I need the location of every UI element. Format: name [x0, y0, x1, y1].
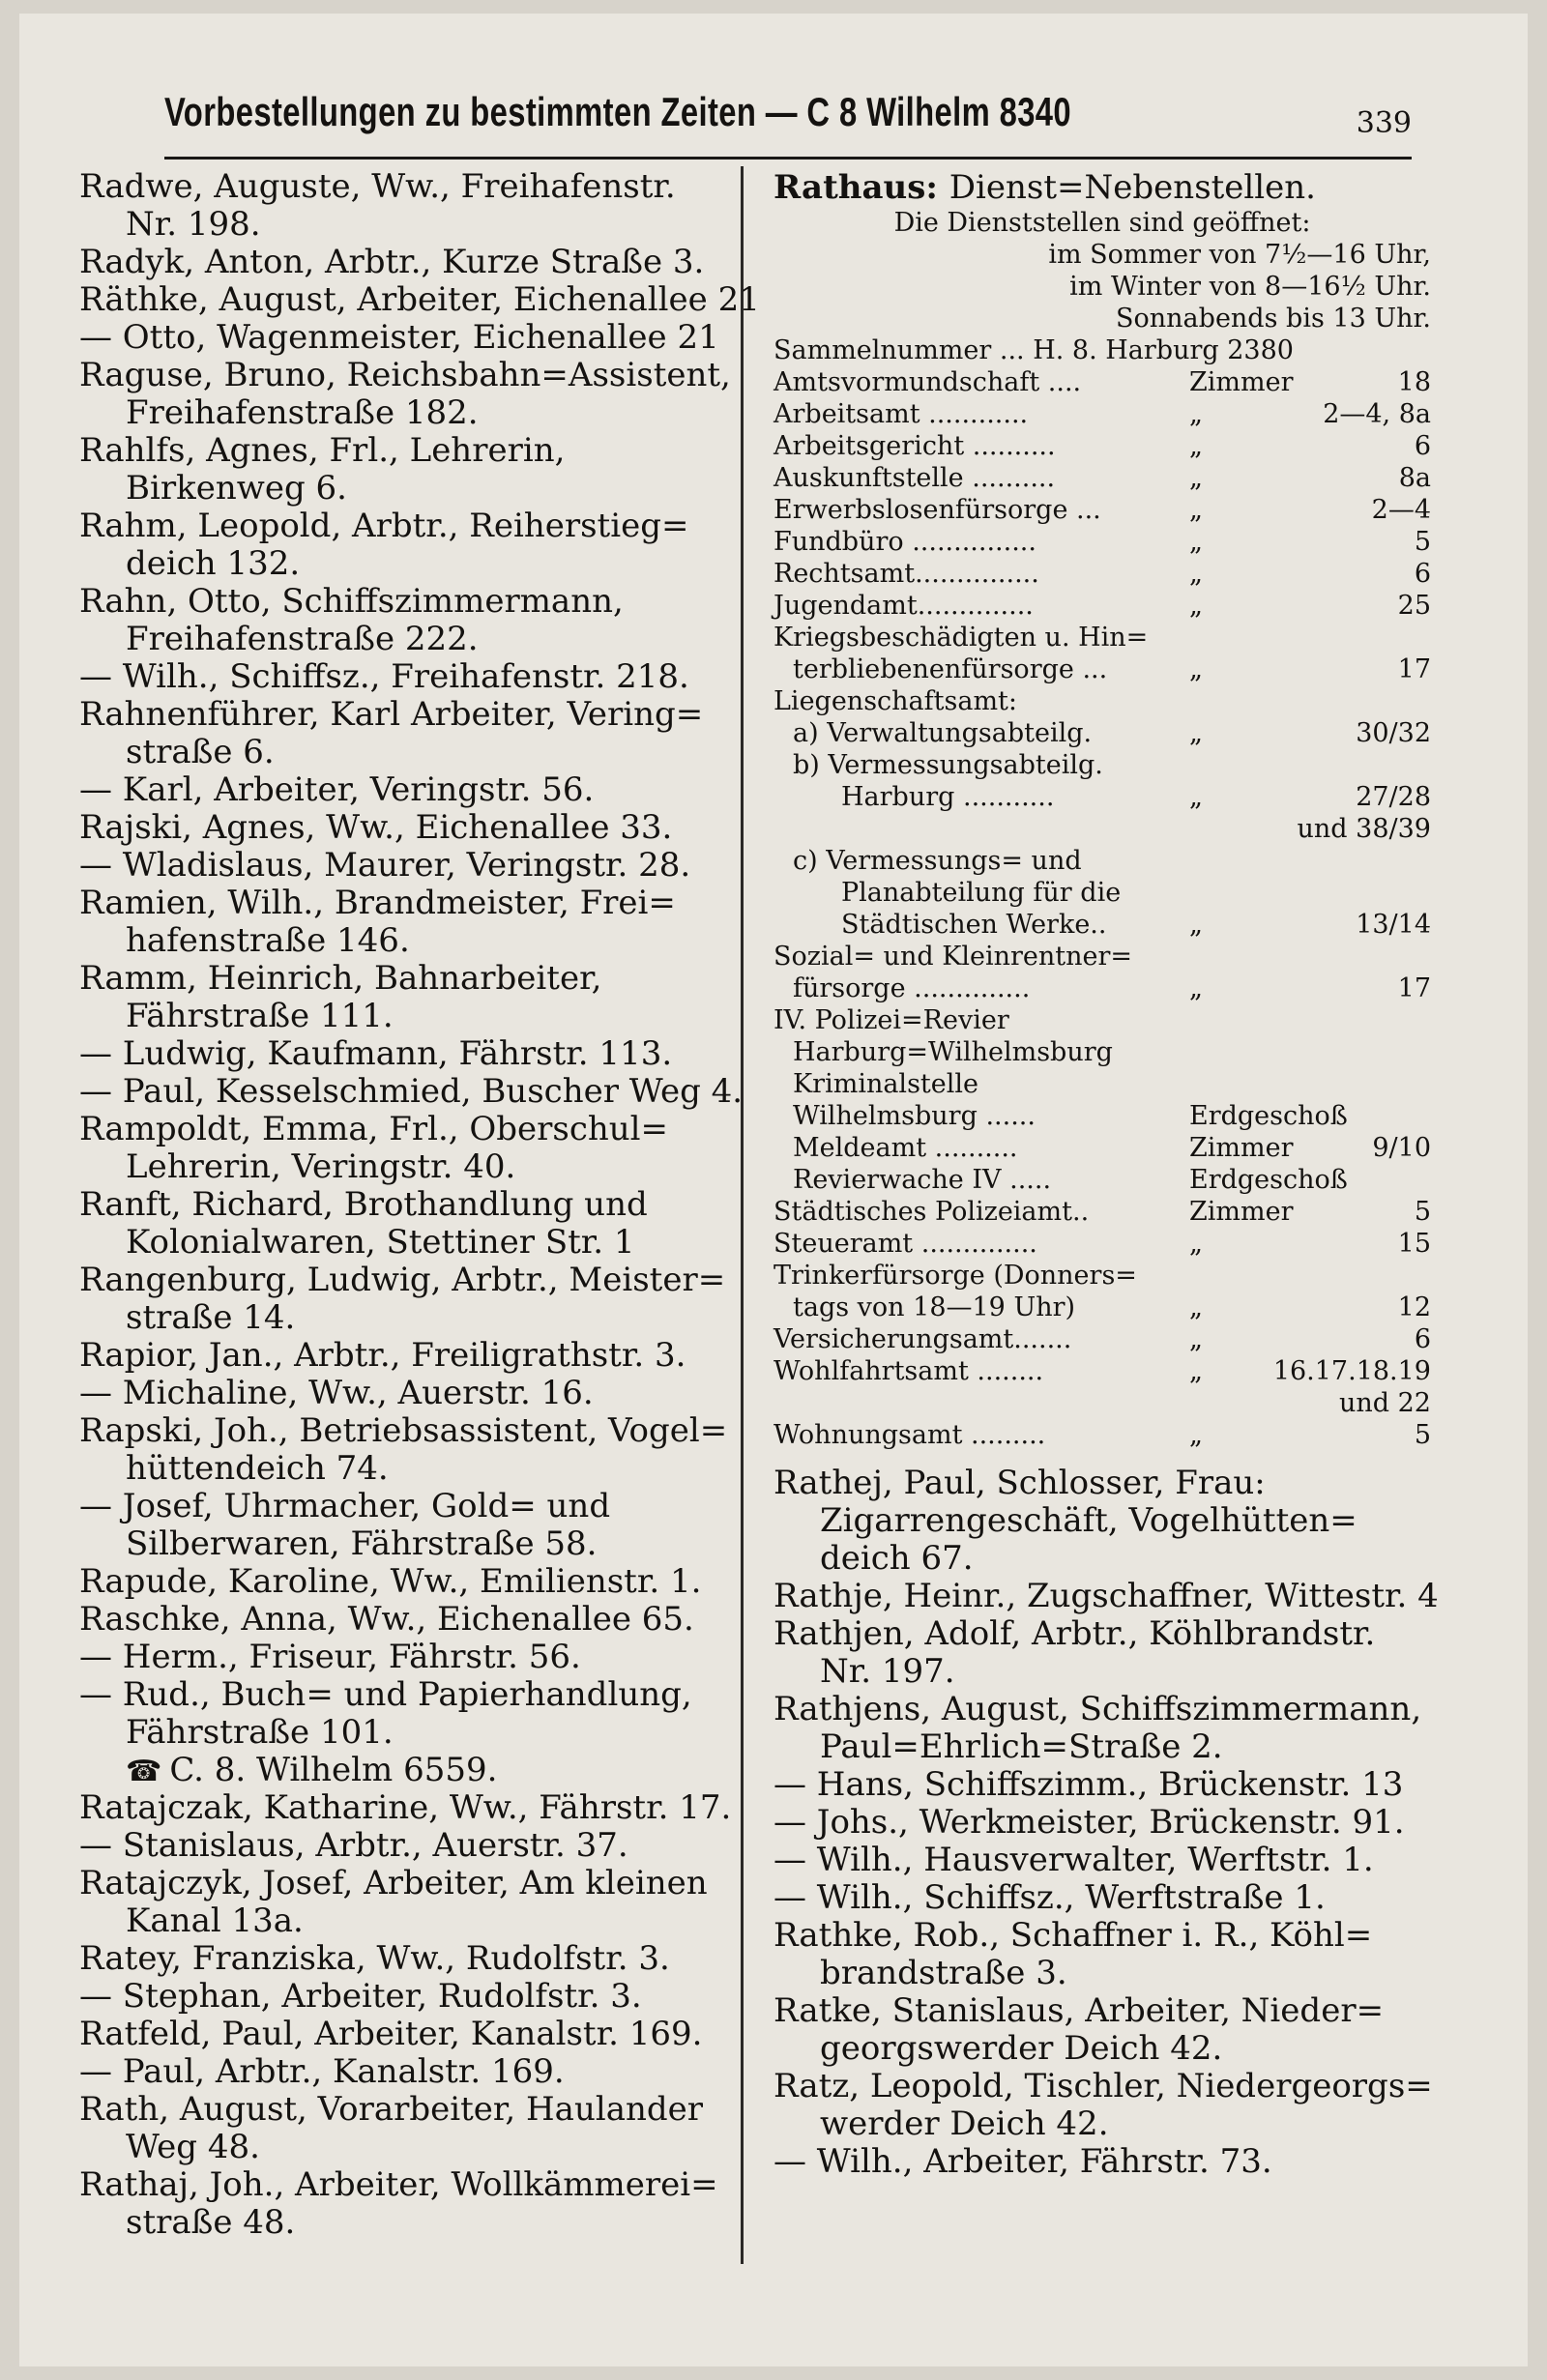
entry-line: Räthke, August, Arbeiter, Eichenallee 21 — [79, 280, 760, 319]
entry-line: — Stephan, Arbeiter, Rudolfstr. 3. — [79, 1977, 642, 2016]
directory-entry — [79, 432, 744, 508]
rathaus-office-row — [774, 1068, 1431, 1100]
entry-line: — Karl, Arbeiter, Veringstr. 56. — [79, 770, 595, 809]
directory-entry — [79, 2053, 744, 2091]
entry-line: — Wilh., Schiffsz., Freihafenstr. 218. — [79, 657, 689, 696]
rathaus-office-row — [774, 1387, 1431, 1419]
entry-line: Raschke, Anna, Ww., Eichenallee 65. — [79, 1600, 694, 1639]
office-location: „ — [1189, 1420, 1203, 1450]
office-room: 30/32 — [1356, 718, 1431, 748]
entry-line: Ranft, Richard, Brothandlung und — [79, 1185, 648, 1224]
rathaus-office-row — [774, 845, 1431, 877]
office-room: 6 — [1414, 559, 1431, 589]
office-room: 27/28 — [1356, 782, 1431, 812]
rathaus-office-row — [774, 813, 1431, 845]
left-column — [79, 167, 760, 2247]
rathaus-office-row — [774, 1004, 1431, 1036]
directory-entry — [79, 1940, 744, 1978]
entry-continuation: georgswerder Deich 42. — [820, 2029, 1223, 2068]
directory-entry — [79, 847, 744, 885]
directory-entry — [79, 1752, 744, 1789]
rathaus-office-row — [774, 1196, 1431, 1228]
office-label: Kriminalstelle — [793, 1069, 979, 1099]
directory-entry — [79, 1262, 744, 1337]
page-header — [164, 89, 1412, 160]
office-location: Erdgeschoß — [1189, 1165, 1348, 1195]
entry-continuation: hafenstraße 146. — [126, 921, 410, 960]
entry-line: Rangenburg, Ludwig, Arbtr., Meister= — [79, 1261, 726, 1299]
entry-line: Rathjen, Adolf, Arbtr., Köhlbrandstr. — [774, 1614, 1376, 1653]
entry-continuation: Weg 48. — [126, 2128, 260, 2166]
entry-line: — Johs., Werkmeister, Brückenstr. 91. — [774, 1803, 1405, 1842]
office-label: Arbeitsamt ............ — [774, 399, 1029, 429]
entry-line: — Rud., Buch= und Papierhandlung, — [79, 1675, 692, 1714]
rathaus-office-row — [774, 430, 1431, 462]
entry-line: Rathje, Heinr., Zugschaffner, Wittestr. 4 — [774, 1577, 1439, 1615]
rathaus-office-row — [774, 366, 1431, 398]
entry-continuation: deich 132. — [126, 544, 301, 583]
directory-entry — [79, 1639, 744, 1676]
directory-entry — [774, 1766, 1431, 1804]
office-room: 12 — [1397, 1292, 1431, 1322]
directory-entry — [79, 1111, 744, 1186]
directory-entry — [774, 1804, 1431, 1842]
entry-line: Rajski, Agnes, Ww., Eichenallee 33. — [79, 808, 673, 847]
rathaus-hours-intro: Die Dienststellen sind geöffnet: — [893, 208, 1311, 238]
rathaus-office-row — [774, 877, 1431, 909]
entry-line: Radyk, Anton, Arbtr., Kurze Straße 3. — [79, 243, 705, 281]
entry-line: Rathke, Rob., Schaffner i. R., Köhl= — [774, 1916, 1373, 1955]
entry-continuation: Fährstraße 101. — [126, 1713, 394, 1752]
rathaus-office-row — [774, 749, 1431, 781]
entry-line — [79, 1752, 744, 1789]
directory-entry — [79, 583, 744, 658]
phone-number: C. 8. Wilhelm 6559. — [169, 1751, 498, 1789]
rathaus-office-row — [774, 526, 1431, 558]
header-title: Vorbestellungen zu bestimmten Zeiten — C 8 Wilhelm 8340 — [164, 89, 1072, 134]
directory-entry — [79, 658, 744, 696]
rathaus-office-row — [774, 1292, 1431, 1323]
entry-line: Rampoldt, Emma, Frl., Oberschul= — [79, 1110, 669, 1148]
office-room: 5 — [1414, 1197, 1431, 1227]
office-label: c) Vermessungs= und — [793, 846, 1082, 876]
office-label: Kriegsbeschädigten u. Hin= — [774, 623, 1149, 653]
office-label: Versicherungsamt....... — [774, 1324, 1072, 1354]
entry-line: — Wladislaus, Maurer, Veringstr. 28. — [79, 846, 691, 885]
rathaus-hours-summer: im Sommer von 7½—16 Uhr, — [1048, 240, 1431, 270]
office-location: „ — [1189, 1292, 1203, 1322]
directory-entry — [79, 1186, 744, 1262]
office-label: Trinkerfürsorge (Donners= — [774, 1261, 1137, 1291]
office-room: 2—4 — [1371, 495, 1431, 525]
entry-continuation: brandstraße 3. — [820, 1954, 1067, 1992]
directory-entry — [79, 168, 744, 244]
office-location: „ — [1189, 527, 1203, 557]
entry-line: Ratajczak, Katharine, Ww., Fährstr. 17. — [79, 1788, 732, 1827]
office-label: IV. Polizei=Revier — [774, 1005, 1009, 1035]
directory-entry — [774, 2068, 1431, 2143]
rathaus-office-row — [774, 622, 1431, 653]
directory-entry — [774, 1465, 1431, 1578]
directory-entry — [79, 1601, 744, 1639]
office-room: 2—4, 8a — [1323, 399, 1431, 429]
entry-continuation: Fährstraße 111. — [126, 997, 394, 1035]
office-label: Planabteilung für die — [841, 878, 1122, 908]
office-room: 18 — [1397, 367, 1431, 397]
rathaus-office-row — [774, 653, 1431, 685]
directory-entry — [774, 1917, 1431, 1992]
entry-continuation: straße 48. — [126, 2203, 296, 2242]
directory-entry — [79, 2166, 744, 2242]
office-location: „ — [1189, 399, 1203, 429]
rathaus-office-row — [774, 1100, 1431, 1132]
office-location: „ — [1189, 591, 1203, 621]
rathaus-hours-saturday: Sonnabends bis 13 Uhr. — [1116, 304, 1431, 334]
office-room: 15 — [1397, 1229, 1431, 1259]
office-location: Zimmer — [1189, 1197, 1294, 1227]
entry-line: — Paul, Kesselschmied, Buscher Weg 4. — [79, 1072, 744, 1111]
entry-continuation: straße 6. — [126, 733, 275, 771]
office-label: a) Verwaltungsabteilg. — [793, 718, 1093, 748]
entry-continuation: Zigarrengeschäft, Vogelhütten= — [820, 1501, 1357, 1540]
office-room: 6 — [1414, 1324, 1431, 1354]
telephone-icon: ☎ — [126, 1755, 162, 1788]
office-label: Liegenschaftsamt: — [774, 686, 1018, 716]
directory-entry — [774, 1842, 1431, 1879]
entry-line: — Wilh., Schiffsz., Werftstraße 1. — [774, 1878, 1326, 1917]
directory-entry — [774, 2143, 1431, 2181]
entry-line: Ratke, Stanislaus, Arbeiter, Nieder= — [774, 1991, 1385, 2030]
entry-continuation: werder Deich 42. — [820, 2104, 1109, 2143]
entry-continuation: Paul=Ehrlich=Straße 2. — [820, 1727, 1223, 1766]
directory-entry — [79, 696, 744, 771]
entry-line: Ratz, Leopold, Tischler, Niedergeorgs= — [774, 2067, 1433, 2105]
rathaus-title-rest: Dienst=Nebenstellen. — [949, 168, 1316, 207]
directory-entry — [79, 960, 744, 1035]
rathaus-office-row — [774, 1228, 1431, 1260]
directory-entry — [79, 1676, 744, 1752]
directory-entry — [79, 885, 744, 960]
office-label: Städtischen Werke.. — [841, 910, 1107, 940]
directory-entry — [79, 809, 744, 847]
office-label: Arbeitsgericht .......... — [774, 431, 1056, 461]
rathaus-office-row — [774, 1260, 1431, 1292]
office-room: 5 — [1414, 527, 1431, 557]
entry-line: Raguse, Bruno, Reichsbahn=Assistent, — [79, 356, 731, 394]
office-room: 25 — [1397, 591, 1431, 621]
rathaus-office-row — [774, 717, 1431, 749]
rathaus-title-bold: Rathaus: — [774, 168, 938, 207]
office-label: Fundbüro ............... — [774, 527, 1036, 557]
directory-entry — [79, 1375, 744, 1412]
office-room: und 22 — [1338, 1388, 1431, 1418]
entry-continuation: deich 67. — [820, 1539, 974, 1578]
office-label: tags von 18—19 Uhr) — [793, 1292, 1076, 1322]
rathaus-sammelnummer: Sammelnummer ... H. 8. Harburg 2380 — [774, 335, 1294, 365]
office-room: 17 — [1397, 973, 1431, 1003]
office-label: Revierwache IV ..... — [793, 1165, 1052, 1195]
office-location: „ — [1189, 973, 1203, 1003]
directory-entry — [79, 244, 744, 281]
directory-entry — [79, 1827, 744, 1865]
entry-line: Rahlfs, Agnes, Frl., Lehrerin, — [79, 431, 566, 470]
entry-line: — Stanislaus, Arbtr., Auerstr. 37. — [79, 1826, 628, 1865]
entry-line: Rapude, Karoline, Ww., Emilienstr. 1. — [79, 1562, 702, 1601]
rathaus-office-row — [774, 781, 1431, 813]
rathaus-office-row — [774, 972, 1431, 1004]
rathaus-office-row — [774, 462, 1431, 494]
rathaus-office-list — [774, 366, 1431, 1451]
entry-continuation: Freihafenstraße 182. — [126, 393, 479, 432]
entry-line: — Otto, Wagenmeister, Eichenallee 21 — [79, 318, 719, 357]
office-label: Wohnungsamt ......... — [774, 1420, 1046, 1450]
office-room: 9/10 — [1372, 1133, 1431, 1163]
directory-entry — [79, 1035, 744, 1073]
entry-continuation: Freihafenstraße 222. — [126, 620, 479, 658]
rathaus-title — [774, 168, 1431, 207]
entry-continuation: Lehrerin, Veringstr. 40. — [126, 1147, 516, 1186]
directory-entry — [79, 1865, 744, 1940]
office-location: „ — [1189, 910, 1203, 940]
directory-entry — [79, 1789, 744, 1827]
rathaus-hours-winter: im Winter von 8—16½ Uhr. — [1069, 272, 1431, 302]
office-location: „ — [1189, 463, 1203, 493]
rathaus-office-row — [774, 398, 1431, 430]
directory-entry — [79, 1073, 744, 1111]
rathaus-office-row — [774, 909, 1431, 941]
directory-entry — [79, 1978, 744, 2016]
page-number: 339 — [1356, 106, 1412, 140]
entry-continuation: Nr. 198. — [126, 205, 261, 244]
directory-entry — [79, 319, 744, 357]
office-location: „ — [1189, 782, 1203, 812]
entry-line: Rapski, Joh., Betriebsassistent, Vogel= — [79, 1411, 728, 1450]
directory-entry — [79, 508, 744, 583]
office-label: Städtisches Polizeiamt.. — [774, 1197, 1090, 1227]
directory-entry — [79, 1337, 744, 1375]
office-label: Amtsvormundschaft .... — [774, 367, 1082, 397]
rathaus-office-row — [774, 1132, 1431, 1164]
entry-continuation: Nr. 197. — [820, 1652, 955, 1691]
entry-line: Ramm, Heinrich, Bahnarbeiter, — [79, 959, 602, 998]
directory-entry — [774, 1615, 1431, 1691]
office-location: „ — [1189, 718, 1203, 748]
office-label: Wilhelmsburg ...... — [793, 1101, 1036, 1131]
entry-line: Ratajczyk, Josef, Arbeiter, Am kleinen — [79, 1864, 708, 1902]
entry-continuation: Silberwaren, Fährstraße 58. — [126, 1524, 598, 1563]
entry-line: Rahnenführer, Karl Arbeiter, Vering= — [79, 695, 704, 734]
directory-entry — [79, 771, 744, 809]
rathaus-office-row — [774, 941, 1431, 972]
office-room: und 38/39 — [1297, 814, 1431, 844]
office-label: Sozial= und Kleinrentner= — [774, 942, 1133, 972]
directory-entry — [774, 1577, 1439, 1615]
office-location: „ — [1189, 654, 1203, 684]
entry-line: Rathej, Paul, Schlosser, Frau: — [774, 1464, 1266, 1502]
office-label: Meldeamt .......... — [793, 1133, 1018, 1163]
directory-entry — [774, 1992, 1431, 2068]
office-room: 16.17.18.19 — [1272, 1356, 1431, 1386]
directory-entry — [774, 1879, 1431, 1917]
entry-line: — Ludwig, Kaufmann, Fährstr. 113. — [79, 1034, 673, 1073]
office-room: 6 — [1414, 431, 1431, 461]
office-location: Zimmer — [1189, 1133, 1294, 1163]
office-location: „ — [1189, 559, 1203, 589]
directory-entry — [79, 1563, 744, 1601]
office-label: Harburg=Wilhelmsburg — [793, 1037, 1113, 1067]
office-label: Steueramt .............. — [774, 1229, 1037, 1259]
directory-entry — [79, 280, 760, 319]
entry-continuation: Birkenweg 6. — [126, 469, 347, 508]
office-label: Rechtsamt............... — [774, 559, 1039, 589]
office-location: „ — [1189, 431, 1203, 461]
directory-page — [19, 14, 1528, 2366]
office-label: fürsorge .............. — [793, 973, 1031, 1003]
entry-line: — Hans, Schiffszimm., Brückenstr. 13 — [774, 1765, 1404, 1804]
entry-line: Rapior, Jan., Arbtr., Freiligrathstr. 3. — [79, 1336, 686, 1375]
rathaus-office-row — [774, 590, 1431, 622]
office-room: 13/14 — [1356, 910, 1431, 940]
entry-line: — Paul, Arbtr., Kanalstr. 169. — [79, 2052, 565, 2091]
rathaus-office-row — [774, 1036, 1431, 1068]
office-label: Auskunftstelle .......... — [774, 463, 1056, 493]
office-room: 5 — [1414, 1420, 1431, 1450]
rathaus-office-row — [774, 494, 1431, 526]
office-label: Erwerbslosenfürsorge ... — [774, 495, 1101, 525]
office-label: terbliebenenfürsorge ... — [793, 654, 1108, 684]
office-location: „ — [1189, 495, 1203, 525]
entry-continuation: hüttendeich 74. — [126, 1449, 389, 1488]
office-label: Wohlfahrtsamt ........ — [774, 1356, 1044, 1386]
directory-entry — [79, 1412, 744, 1488]
office-label: Jugendamt.............. — [774, 591, 1034, 621]
entry-line: Rath, August, Vorarbeiter, Haulander — [79, 2090, 704, 2129]
entry-line: — Herm., Friseur, Fährstr. 56. — [79, 1638, 581, 1676]
directory-entry — [774, 1691, 1431, 1766]
office-location: Zimmer — [1189, 367, 1294, 397]
rathaus-office-row — [774, 1323, 1431, 1355]
rathaus-office-row — [774, 558, 1431, 590]
rathaus-office-row — [774, 685, 1431, 717]
entry-line: — Michaline, Ww., Auerstr. 16. — [79, 1374, 594, 1412]
rathaus-office-row — [774, 1164, 1431, 1196]
entry-continuation: Kolonialwaren, Stettiner Str. 1 — [126, 1223, 635, 1262]
entry-line: Ratfeld, Paul, Arbeiter, Kanalstr. 169. — [79, 2015, 703, 2053]
directory-entry — [79, 1488, 744, 1563]
office-room: 17 — [1397, 654, 1431, 684]
entry-line: — Wilh., Arbeiter, Fährstr. 73. — [774, 2142, 1272, 2181]
entry-line: Ramien, Wilh., Brandmeister, Frei= — [79, 884, 676, 922]
office-location: „ — [1189, 1324, 1203, 1354]
directory-entry — [79, 2091, 744, 2166]
office-location: Erdgeschoß — [1189, 1101, 1348, 1131]
entry-line: — Josef, Uhrmacher, Gold= und — [79, 1487, 611, 1525]
entry-continuation: straße 14. — [126, 1298, 296, 1337]
directory-entry — [79, 2016, 744, 2053]
entry-line: Rahn, Otto, Schiffszimmermann, — [79, 582, 624, 621]
entry-line: Rahm, Leopold, Arbtr., Reiherstieg= — [79, 507, 689, 545]
rathaus-office-row — [774, 1419, 1431, 1451]
entry-line: Radwe, Auguste, Ww., Freihafenstr. — [79, 167, 676, 206]
directory-entry — [79, 357, 744, 432]
entry-continuation: Kanal 13a. — [126, 1901, 304, 1940]
entry-line: Rathjens, August, Schiffszimmermann, — [774, 1690, 1422, 1728]
office-room: 8a — [1398, 463, 1431, 493]
entry-line: Rathaj, Joh., Arbeiter, Wollkämmerei= — [79, 2165, 718, 2204]
office-location: „ — [1189, 1229, 1203, 1259]
rathaus-office-row — [774, 1355, 1431, 1387]
right-entries — [774, 1464, 1439, 2181]
office-label: b) Vermessungsabteilg. — [793, 750, 1103, 780]
entry-line: Ratey, Franziska, Ww., Rudolfstr. 3. — [79, 1939, 670, 1978]
office-location: „ — [1189, 1356, 1203, 1386]
right-column — [774, 168, 1439, 2247]
office-label: Harburg ........... — [841, 782, 1055, 812]
entry-line: — Wilh., Hausverwalter, Werftstr. 1. — [774, 1841, 1374, 1879]
